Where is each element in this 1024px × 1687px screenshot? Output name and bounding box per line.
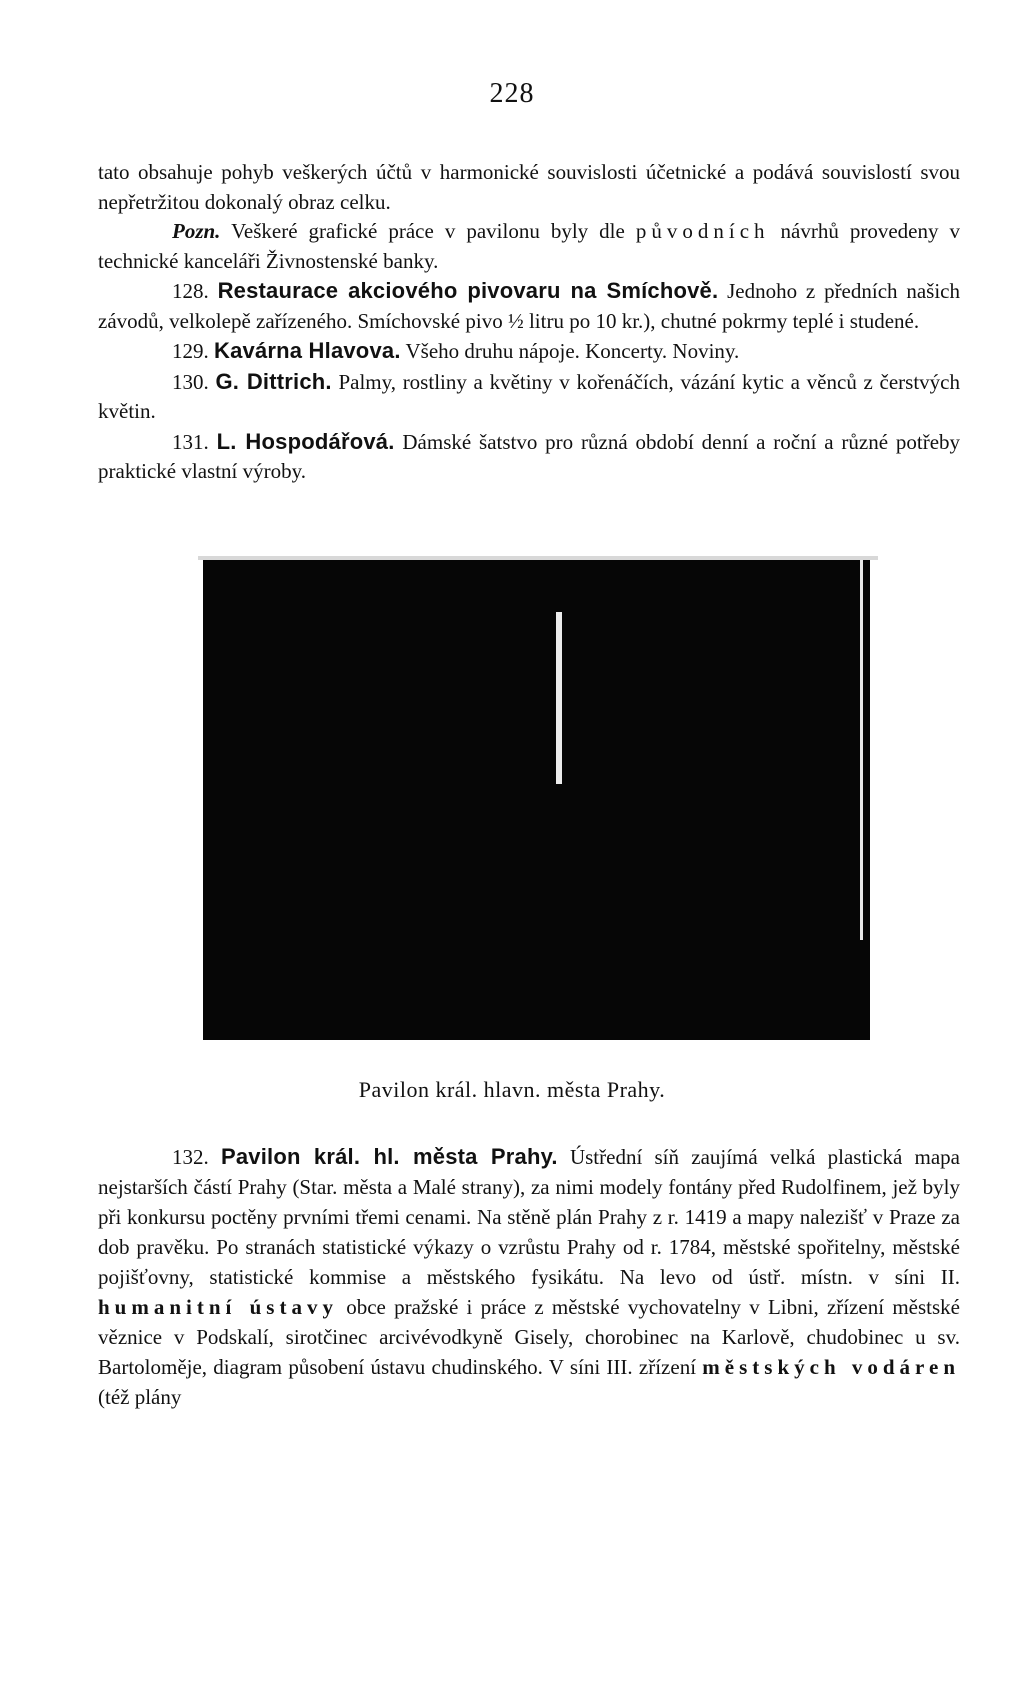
entry-text: Ústřední síň zaujímá velká plastická mapa nejstarších částí Prahy (Star. města a Malé strany), za nimi modely fontány před Rudolfinem, jež byly při konkursu poctěny prvními třemi cenami. Na stěně plán Prahy z r. 1419 a mapy nalezišť v Praze za dob pravěku. Po stranách statistické výkazy o vzrůstu Prahy od r. 1784, městské spořitelny, městské pojišťovny, statistické kommise a městského fysikátu. Na levo od ústř. místn. v síni II. [98, 1145, 960, 1289]
paragraph-continuation [98, 158, 960, 217]
note-emphasis: původních [635, 219, 770, 243]
entry-heading: Pavilon král. hl. města Prahy. [220, 1144, 558, 1169]
entry-text: (též plány [98, 1385, 182, 1409]
entry-number: 129. [172, 339, 214, 363]
entry-132 [98, 1142, 960, 1412]
entry-131 [98, 427, 960, 487]
note-text: návrhů provedeny v technické kanceláři Živnostenské banky. [98, 219, 961, 273]
entry-number: 128. [172, 279, 218, 303]
photo-caption: Pavilon král. hlavn. města Prahy. [358, 1077, 666, 1102]
entry-text: obce pražské i práce z městské vychovatelny v Libni, zřízení městské věznice v Podskalí, sirotčinec arcivévodkyně Gisely, chorobinec na Karlově, chudobinec u sv. Bartoloměje, diagram působení ústavu chudinského. V síni III. zřízení [98, 1295, 960, 1379]
entry-text: Dámské šatstvo pro různá období denní a roční a různé potřeby praktické vlastní výroby. [98, 429, 961, 483]
entry-heading: Kavárna Hlavova. [214, 338, 401, 363]
entry-heading: L. Hospodářová. [216, 428, 395, 454]
photo-highlight [556, 612, 562, 784]
photo-frame-edge [860, 560, 863, 940]
bottom-text-block [98, 1142, 960, 1412]
entry-number: 132. [172, 1145, 221, 1169]
entry-130 [98, 367, 960, 427]
paragraph-text: tato obsahuje pohyb veškerých účtů v harmonické souvislosti účetnické a podává souvislostí svou nepřetržitou dokonalý obraz celku. [98, 160, 960, 214]
pavilion-photo [203, 560, 870, 1040]
entry-heading: Restaurace akciového pivovaru na Smíchově. [217, 278, 719, 303]
entry-text: Všeho druhu nápoje. Koncerty. Noviny. [400, 339, 740, 363]
note-text: Veškeré grafické práce v pavilonu byly dle [220, 219, 636, 243]
entry-text: Jednoho z předních našich závodů, velkolepě zařízeného. Smíchovské pivo ½ litru po 10 kr.), chutné pokrmy teplé i studené. [98, 279, 960, 333]
note-label: Pozn. [172, 219, 221, 243]
entry-128 [98, 276, 960, 336]
entry-129 [98, 336, 960, 367]
entry-heading: G. Dittrich. [215, 368, 332, 394]
entry-emphasis: humanitní ústavy [98, 1295, 338, 1319]
paragraph-note [98, 217, 960, 276]
entry-number: 131. [172, 429, 217, 454]
entry-emphasis: městských vodáren [702, 1355, 961, 1379]
entry-text: Palmy, rostliny a květiny v kořenáčích, vázání kytic a věnců z čerstvých květin. [98, 369, 960, 423]
page-number: 228 [489, 78, 535, 109]
top-text-block [98, 158, 960, 487]
entry-number: 130. [172, 369, 216, 394]
